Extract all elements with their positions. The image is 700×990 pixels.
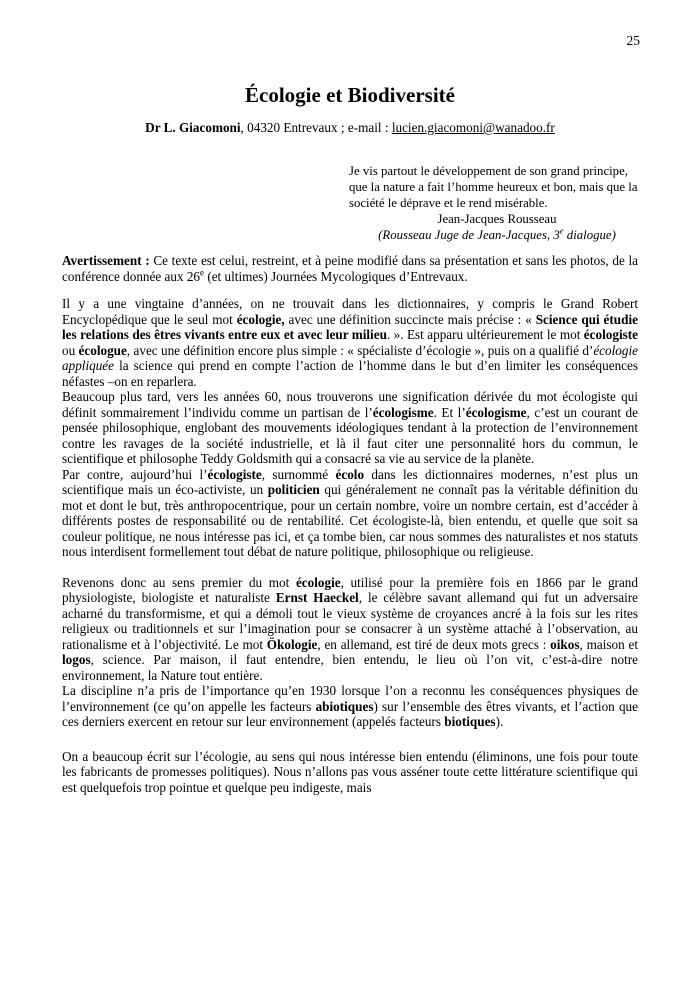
page-title: Écologie et Biodiversité — [245, 83, 455, 107]
paragraph: La discipline n’a pris de l’importance qu’en 1930 lorsque l’on a reconnu les conséquences physiques de l’environnement (ce qu’on appelle les facteurs abiotiques) sur l’ensemble des êtres vivants, et l’action que ces derniers exercent en retour sur leur environnement (appelés facteurs biotiques). — [62, 683, 638, 730]
author-name: Dr L. Giacomoni — [145, 120, 241, 135]
byline-contact: , 04320 Entrevaux ; e-mail : — [240, 120, 392, 135]
paragraph: Beaucoup plus tard, vers les années 60, nous trouverons une signification dérivée du mot écologiste qui définit sommairement l’individu comme un partisan de l’écologisme. Et l’écologisme, c’est un courant de pensée philosophique, englobant des mouvements idéologiques tendant à la protection de l’environnement contre les ravages de la société industrielle, et là il faut citer une personnalité hors du commun, le scientifique et philosophe Teddy Goldsmith qui a consacré sa vie au service de la planète. — [62, 389, 639, 467]
paragraph: On a beaucoup écrit sur l’écologie, au sens qui nous intéresse bien entendu (éliminons, une fois pour toute les fabricants de promesses politiques). Nous n’allons pas vous asséner toute cette littérature scientifique qui est quelquefois trop pointue et quelque peu indigeste, mais — [62, 748, 638, 795]
paragraph: Il y a une vingtaine d’années, on ne trouvait dans les dictionnaires, y compris le Grand Robert Encyclopédique que le seul mot écologie, avec une définition succincte mais précise : « Science qui étudie les relations des êtres vivants entre eux et avec leur milieu. ». Est apparu ultérieurement le mot écologiste ou écologue, avec une définition encore plus simple : « spécialiste d’écologie », puis on a qualifié d’écologie appliquée la science qui prend en compte l’action de l’homme dans le but d’en limiter les conséquences néfastes –on en reparlera. — [62, 296, 638, 389]
paragraph: Revenons donc au sens premier du mot écologie, utilisé pour la première fois en 1866 par le grand physiologiste, biologiste et naturaliste Ernst Haeckel, le célèbre savant allemand qui fut un adversaire acharné du transformisme, et qui a démoli tout le vieux système de croyances ancré à la fois sur les rites religieux ou traditionnels et sur l’imagination pour se consacrer à un système attaché à l’observation, au rationalisme et à l’objectivité. Le mot Ökologie, en allemand, est tiré de deux mots grecs : oikos, maison et logos, science. Par maison, il faut entendre, bien entendu, le lieu où l’on vit, c’est-à-dire notre environnement, la Nature tout entière. — [62, 574, 639, 683]
page-number: 25 — [626, 33, 640, 48]
notice-paragraph: Avertissement : Ce texte est celui, restreint, et à peine modifié dans sa présentation et sans les photos, de la conférence donnée aux 26e (et ultimes) Journées Mycologiques d’Entrevaux. — [62, 253, 638, 284]
epigraph-text: Je vis partout le développement de son grand principe, que la nature a fait l’homme heureux et bon, mais que la société le déprave et le rend misérable. — [349, 164, 638, 210]
paragraph: Par contre, aujourd’hui l’écologiste, surnommé écolo dans les dictionnaires modernes, n’est plus un scientifique mais un éco-activiste, un politicien qui généralement ne connaît pas la véritable définition du mot et dont le but, très anthropocentrique, pour un certain nombre, voire un nombre certain, est d’accéder à différents postes de responsabilité ou de rentabilité. Cet écologiste-là, bien entendu, et quelle que soit sa couleur politique, ne nous intéresse pas ici, et ça tombe bien, car nous sommes des naturalistes et nos statuts nous interdisent formellement tout débat de nature politique, philosophique ou religieuse. — [62, 466, 638, 560]
email-link[interactable]: lucien.giacomoni@wanadoo.fr — [391, 120, 555, 135]
epigraph-source: (Rousseau Juge de Jean-Jacques, 3e dialogue) — [378, 225, 616, 242]
epigraph-author: Jean-Jacques Rousseau — [437, 212, 557, 226]
epigraph — [349, 163, 645, 243]
byline — [62, 120, 638, 136]
